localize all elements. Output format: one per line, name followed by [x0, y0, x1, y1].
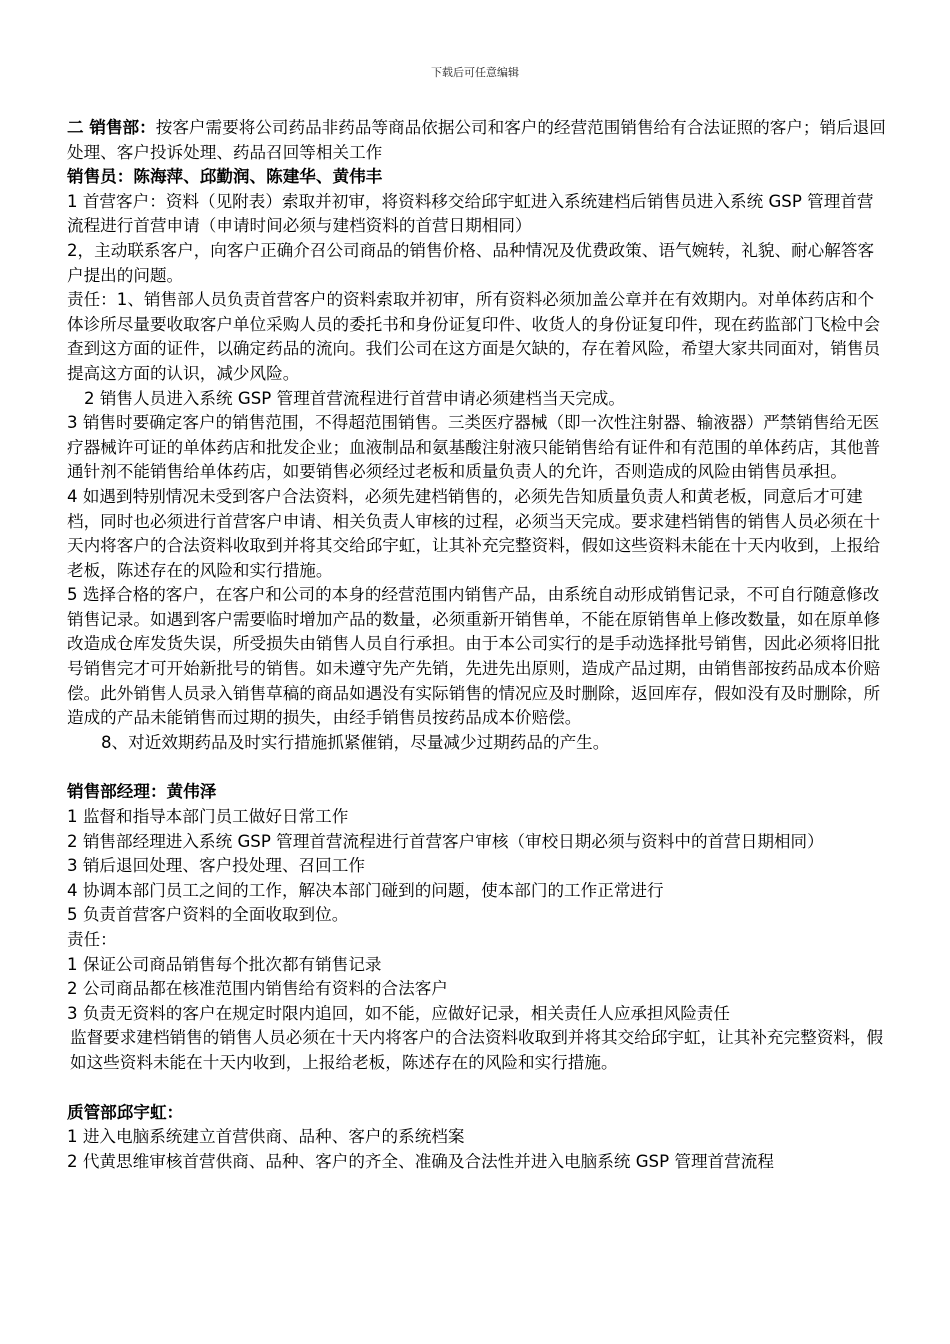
section-gap — [67, 755, 889, 780]
sales-intro-paragraph — [67, 116, 889, 165]
manager-heading: 销售部经理：黄伟泽 — [67, 782, 217, 802]
sales-responsibility-8: 8、对近效期药品及时实行措施抓紧催销，尽量减少过期药品的产生。 — [101, 732, 610, 752]
document-body — [67, 116, 889, 1174]
sales-staff: 销售员：陈海萍、邱勤润、陈建华、黄伟丰 — [67, 167, 383, 187]
qa-heading: 质管部邱宇虹： — [67, 1102, 184, 1122]
sales-responsibility-3: 3 销售时要确定客户的销售范围，不得超范围销售。三类医疗器械（即一次性注射器、输液器）严禁销售给无医疗器械许可证的单体药店和批发企业；血液制品和氨基酸注射液只能销售给有证件和有范围的单体药店，其他普通针剂不能销售给单体药店，如要销售必须经过老板和质量负责人的允许，否则造成的风险由销售员承担。 — [67, 413, 881, 482]
qa-duty-1: 1 进入电脑系统建立首营供商、品种、客户的系统档案 — [67, 1127, 465, 1147]
qa-duty-2: 2 代黄思维审核首营供商、品种、客户的齐全、准确及合法性并进入电脑系统 GSP 管理首营流程 — [67, 1151, 774, 1171]
sales-intro: 按客户需要将公司药品非药品等商品依据公司和客户的经营范围销售给有合法证照的客户；销后退回处理、客户投诉处理、药品召回等相关工作 — [67, 118, 886, 162]
sales-responsibility-2: 2 销售人员进入系统 GSP 管理首营流程进行首营申请必须建档当天完成。 — [84, 388, 625, 408]
manager-duty-5: 5 负责首营客户资料的全面收取到位。 — [67, 905, 349, 925]
sales-responsibility-5: 5 选择合格的客户，在客户和公司的本身的经营范围内销售产品，由系统自动形成销售记录，不可自行随意修改销售记录。如遇到客户需要临时增加产品的数量，必须重新开销售单，不能在原销售单上修改数量，如在原单修改造成仓库发货失误，所受损失由销售人员自行承担。由于本公司实行的是手动选择批号销售，因此必须将旧批号销售完才可开始新批号的销售。如未遵守先产先销，先进先出原则，造成产品过期，由销售部按药品成本价赔偿。此外销售人员录入销售草稿的商品如遇没有实际销售的情况应及时删除，返回库存，假如没有及时删除，所造成的产品未能销售而过期的损失，由经手销售员按药品成本价赔偿。 — [67, 585, 881, 728]
sales-heading: 二 销售部： — [67, 118, 156, 137]
manager-responsibility-3: 3 负责无资料的客户在规定时限内追回，如不能，应做好记录，相关责任人应承担风险责任 — [67, 1003, 730, 1023]
manager-responsibility-1: 1 保证公司商品销售每个批次都有销售记录 — [67, 954, 382, 974]
manager-duty-3: 3 销后退回处理、客户投处理、召回工作 — [67, 856, 365, 876]
page-header: 下载后可任意编辑 — [431, 66, 519, 79]
section-gap — [67, 1076, 889, 1101]
manager-responsibility-label: 责任： — [67, 930, 117, 949]
manager-duty-2: 2 销售部经理进入系统 GSP 管理首营流程进行首营客户审核（审校日期必须与资料中的首营日期相同） — [67, 831, 824, 851]
sales-responsibility-4: 4 如遇到特别情况未受到客户合法资料，必须先建档销售的，必须先告知质量负责人和黄老板，同意后才可建档，同时也必须进行首营客户申请、相关负责人审核的过程，必须当天完成。要求建档销售的销售人员必须在十天内将客户的合法资料收取到并将其交给邱宇虹，让其补充完整资料，假如这些资料未能在十天内收到，上报给老板，陈述存在的风险和实行措施。 — [67, 486, 881, 580]
sales-item-2: 2，主动联系客户，向客户正确介召公司商品的销售价格、品种情况及优费政策、语气婉转，礼貌、耐心解答客户提出的问题。 — [67, 240, 875, 285]
sales-item-1: 1 首营客户：资料（见附表）索取并初审，将资料移交给邱宇虹进入系统建档后销售员进入系统 GSP 管理首营流程进行首营申请（申请时间必须与建档资料的首营日期相同） — [67, 191, 874, 236]
manager-responsibility-4: 监督要求建档销售的销售人员必须在十天内将客户的合法资料收取到并将其交给邱宇虹，让其补充完整资料，假如这些资料未能在十天内收到，上报给老板，陈述存在的风险和实行措施。 — [70, 1028, 884, 1072]
manager-duty-1: 1 监督和指导本部门员工做好日常工作 — [67, 807, 349, 827]
manager-responsibility-2: 2 公司商品都在核准范围内销售给有资料的合法客户 — [67, 979, 448, 999]
manager-duty-4: 4 协调本部门员工之间的工作，解决本部门碰到的问题，使本部门的工作正常进行 — [67, 880, 664, 900]
sales-responsibility-1: 责任：1、销售部人员负责首营客户的资料索取并初审，所有资料必须加盖公章并在有效期内。对单体药店和个体诊所尽量要收取客户单位采购人员的委托书和身份证复印件、收货人的身份证复印件，现在药监部门飞检中会查到这方面的证件，以确定药品的流向。我们公司在这方面是欠缺的，存在着风险，希望大家共同面对，销售员提高这方面的认识，减少风险。 — [67, 290, 881, 383]
